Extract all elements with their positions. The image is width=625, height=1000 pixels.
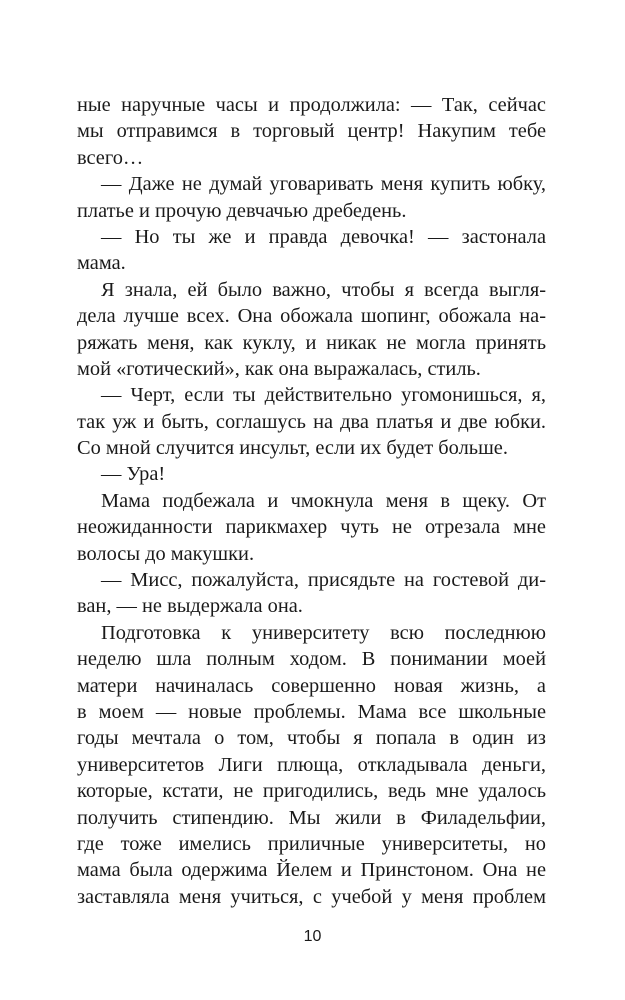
text-line: — Черт, если ты действительно угомонишься, я, [101, 384, 546, 407]
text-line: ные наручные часы и продолжила: — Так, сейчас [77, 94, 546, 116]
text-line: матери начиналась совершенно новая жизнь, а [77, 674, 546, 697]
book-page-text [77, 92, 546, 910]
text-line: мама была одержима Йелем и Принстоном. Она не [77, 859, 546, 882]
text-line: Со мной случится инсульт, если их будет больше. [77, 437, 508, 460]
page-number: 10 [303, 928, 322, 945]
text-line: неожиданности парикмахер чуть не отрезала мне [77, 516, 546, 539]
text-line: заставляла меня учиться, с учебой у меня проблем [77, 885, 546, 908]
text-line: Подготовка к университету всю последнюю [101, 621, 546, 644]
text-line: Мама подбежала и чмокнула меня в щеку. От [101, 489, 546, 512]
text-line: — Мисс, пожалуйста, присядьте на гостевой ди- [101, 569, 546, 592]
text-line: где тоже имелись приличные университеты, но [77, 832, 546, 855]
text-line: которые, кстати, не пригодились, ведь мне удалось [77, 780, 546, 803]
text-line: ряжать меня, как куклу, и никак не могла принять [77, 331, 546, 354]
text-line: дела лучше всех. Она обожала шопинг, обожала на- [77, 305, 546, 328]
text-line: так уж и быть, соглашусь на два платья и две юбки. [77, 410, 546, 433]
text-line: университетов Лиги плюща, откладывала деньги, [77, 753, 546, 776]
text-line: мой «готический», как она выражалась, стиль. [77, 357, 481, 380]
text-line: платье и прочую девчачью дребедень. [77, 199, 407, 222]
text-line: — Даже не думай уговаривать меня купить юбку, [101, 173, 546, 196]
text-line: мы отправимся в торговый центр! Накупим тебе [77, 120, 546, 143]
text-line: всего… [77, 146, 144, 169]
text-line: — Ура! [101, 463, 166, 486]
text-line: — Но ты же и правда девочка! — застонала [101, 225, 546, 248]
text-line: ван, — не выдержала она. [77, 595, 303, 618]
text-line: мама. [77, 252, 126, 275]
text-line: годы мечтала о том, чтобы я попала в один из [77, 727, 546, 750]
text-line: получить стипендию. Мы жили в Филадельфии, [77, 806, 546, 829]
text-line: Я знала, ей было важно, чтобы я всегда выгля- [101, 278, 546, 301]
text-line: неделю шла полным ходом. В понимании моей [77, 648, 546, 671]
text-line: в моем — новые проблемы. Мама все школьные [77, 700, 546, 723]
text-line: волосы до макушки. [77, 542, 255, 565]
